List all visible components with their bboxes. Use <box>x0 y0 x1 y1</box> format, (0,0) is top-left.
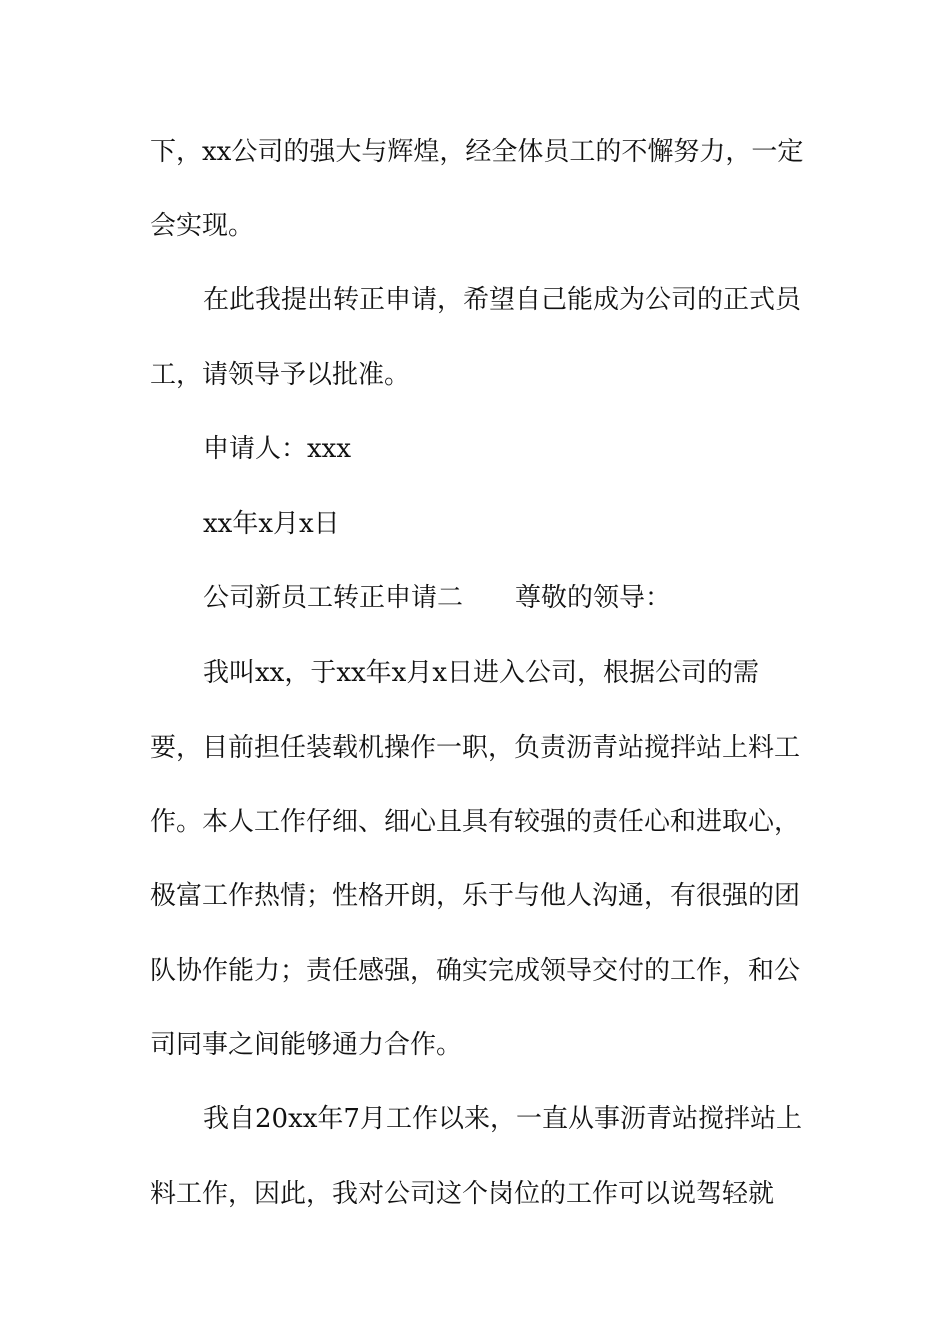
salutation: 尊敬的领导： <box>515 583 672 613</box>
date-line: xx年x月x日 <box>203 509 340 539</box>
paragraph-line: 料工作，因此，我对公司这个岗位的工作可以说驾轻就 <box>150 1179 775 1209</box>
applicant-line: 申请人：xxx <box>203 434 351 464</box>
paragraph-line: 会实现。 <box>150 211 255 241</box>
section-heading: 公司新员工转正申请二 <box>203 583 464 613</box>
paragraph-line: 队协作能力；责任感强，确实完成领导交付的工作，和公 <box>150 956 801 986</box>
paragraph-line: 下，xx公司的强大与辉煌，经全体员工的不懈努力，一定 <box>150 137 804 167</box>
paragraph-line: 极富工作热情；性格开朗，乐于与他人沟通，有很强的团 <box>150 881 801 911</box>
paragraph-line: 作。本人工作仔细、细心且具有较强的责任心和进取心， <box>150 807 801 837</box>
paragraph-line: 要，目前担任装载机操作一职，负责沥青站搅拌站上料工 <box>150 733 801 763</box>
paragraph-line: 司同事之间能够通力合作。 <box>150 1030 463 1060</box>
paragraph-line: 工，请领导予以批准。 <box>150 360 411 390</box>
paragraph-line: 在此我提出转正申请，希望自己能成为公司的正式员 <box>203 285 802 315</box>
section-heading-line <box>203 580 671 616</box>
paragraph-line: 我自20xx年7月工作以来，一直从事沥青站搅拌站上 <box>203 1104 802 1134</box>
paragraph-line: 我叫xx，于xx年x月x日进入公司，根据公司的需 <box>203 658 759 688</box>
